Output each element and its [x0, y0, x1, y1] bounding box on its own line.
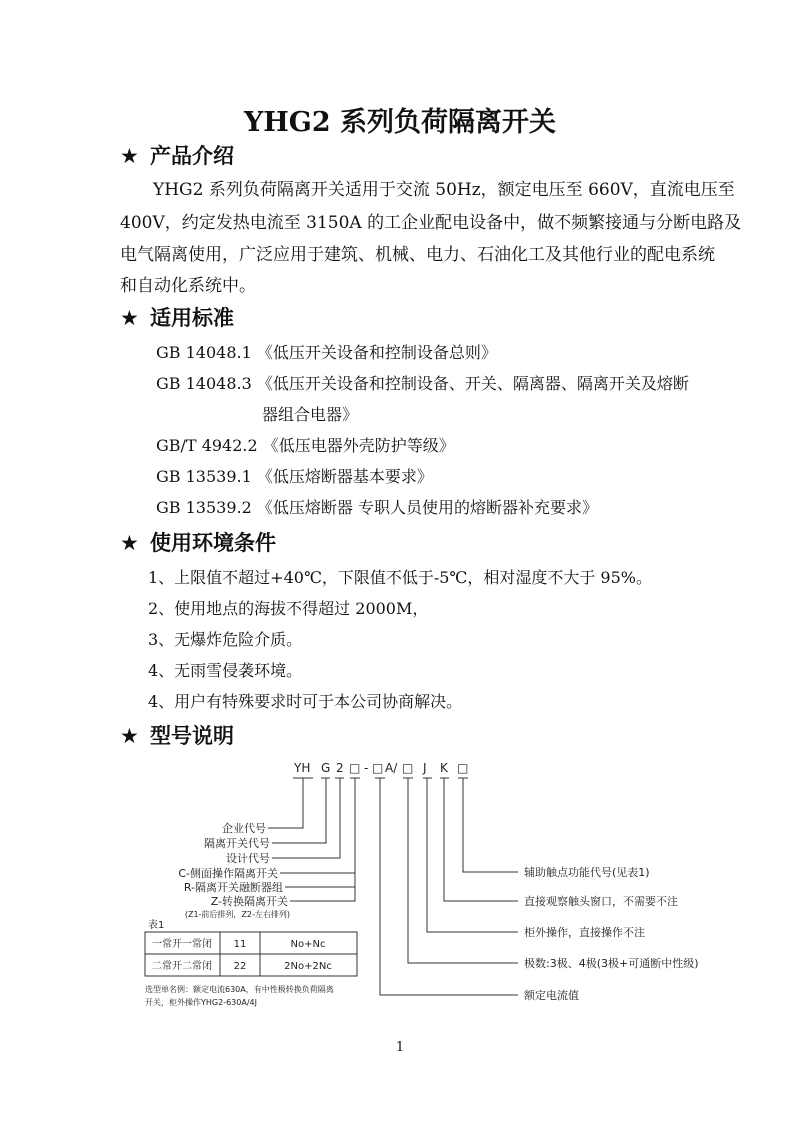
environment-item: 2、使用地点的海拔不得超过 2000M，	[148, 599, 429, 618]
environment-item: 4、无雨雪侵袭环境。	[148, 661, 303, 680]
table-caption: 表1	[148, 920, 165, 931]
diagram-left-note: (Z1-前后排列，Z2-左右排列)	[184, 910, 290, 919]
environment-item: 4、用户有特殊要求时可于本公司协商解决。	[148, 692, 463, 711]
diagram-left-label: 企业代号	[222, 822, 266, 835]
star-icon: ★	[120, 531, 139, 555]
intro-line-4: 和自动化系统中。	[120, 276, 256, 296]
section-heading-environment: ★ 使用环境条件	[120, 531, 276, 555]
page-number: 1	[395, 1040, 405, 1055]
diagram-right-label: 额定电流值	[524, 989, 579, 1002]
code-segment: J	[423, 761, 427, 775]
intro-line-2: 400V，约定发热电流至 3150A 的工企业配电设备中，做不频繁接通与分断电路及	[120, 213, 742, 233]
section-heading-model: ★ 型号说明	[120, 724, 234, 748]
diagram-left-label: 设计代号	[226, 852, 270, 865]
table-cell: 二常开二常闭	[152, 961, 212, 972]
diagram-left-label: 隔离开关代号	[204, 837, 270, 850]
code-segment: □	[402, 761, 414, 775]
section-heading-intro: ★ 产品介绍	[120, 144, 234, 168]
diagram-right-label: 辅助触点功能代号(见表1)	[524, 866, 650, 879]
intro-line-1: YHG2 系列负荷隔离开关适用于交流 50Hz，额定电压至 660V，直流电压至	[153, 180, 735, 200]
diagram-left-label: R-隔离开关融断器组	[183, 881, 283, 894]
code-segment: □	[372, 761, 384, 775]
standard-item: GB 14048.3 《低压开关设备和控制设备、开关、隔离器、隔离开关及熔断	[156, 374, 689, 393]
code-segment: YH	[294, 761, 311, 775]
table-cell: 一常开一常闭	[152, 939, 212, 950]
code-segment: A/	[385, 761, 398, 775]
table-cell: 2No+2Nc	[284, 961, 332, 972]
star-icon: ★	[120, 724, 139, 748]
code-segment: □	[349, 761, 361, 775]
example-note: 选型单名例：额定电流630A，有中性极转换负荷隔离	[145, 985, 334, 994]
diagram-right-label: 柜外操作，直接操作不注	[524, 926, 645, 939]
code-segment: 2	[336, 761, 344, 775]
table-cell: 22	[233, 961, 247, 972]
code-segment: -	[364, 761, 369, 775]
standard-item: GB/T 4942.2 《低压电器外壳防护等级》	[156, 436, 455, 455]
diagram-left-label: Z-转换隔离开关	[210, 895, 288, 908]
environment-item: 1、上限值不超过+40℃，下限值不低于-5℃，相对湿度不大于 95%。	[148, 568, 652, 587]
code-segment: □	[457, 761, 469, 775]
table-cell: 11	[233, 939, 247, 950]
standard-item: GB 13539.1 《低压熔断器基本要求》	[156, 467, 433, 486]
standard-item: GB 14048.1 《低压开关设备和控制设备总则》	[156, 343, 497, 362]
intro-line-3: 电气隔离使用，广泛应用于建筑、机械、电力、石油化工及其他行业的配电系统	[120, 245, 715, 265]
star-icon: ★	[120, 306, 139, 330]
table-cell: No+Nc	[290, 939, 326, 950]
standard-item-continued: 器组合电器》	[262, 405, 359, 424]
standard-item: GB 13539.2 《低压熔断器 专职人员使用的熔断器补充要求》	[156, 498, 598, 517]
code-segment: G	[321, 761, 331, 775]
diagram-right-label: 极数:3极、4极(3极+可通断中性级)	[524, 957, 699, 970]
code-segment: K	[440, 761, 448, 775]
environment-item: 3、无爆炸危险介质。	[148, 630, 303, 649]
example-note: 开关，柜外操作YHG2-630A/4J	[145, 998, 257, 1007]
diagram-left-label: C-侧面操作隔离开关	[178, 867, 278, 880]
document-title: YHG2 系列负荷隔离开关	[243, 107, 557, 138]
diagram-right-label: 直接观察触头窗口，不需要不注	[524, 895, 678, 908]
section-heading-standards: ★ 适用标准	[120, 306, 234, 330]
star-icon: ★	[120, 144, 139, 168]
